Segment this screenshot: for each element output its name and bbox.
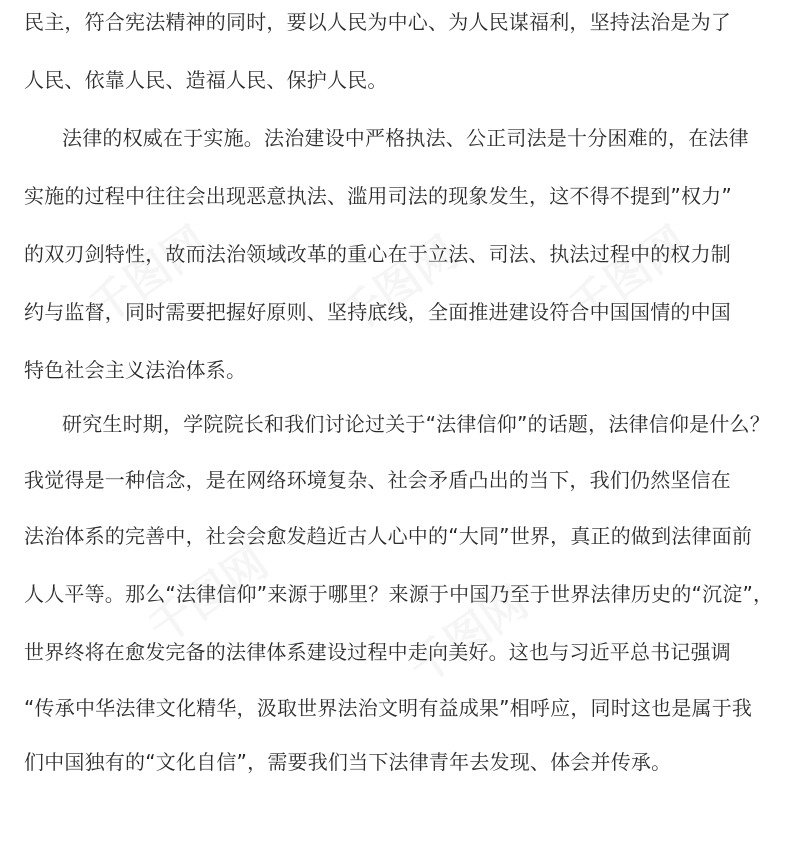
text-line: 世界终将在愈发完备的法律体系建设过程中走向美好。这也与习近平总书记强调 (24, 640, 731, 664)
text-line: “传承中华法律文化精华，汲取世界法治文明有益成果”相呼应，同时这也是属于我 (24, 696, 753, 720)
text-line: 人人平等。那么“法律信仰”来源于哪里？来源于中国乃至于世界法律历史的“沉淀”， (24, 582, 774, 606)
text-line: 实施的过程中往往会出现恶意执法、滥用司法的现象发生，这不得不提到”权力” (24, 184, 732, 208)
watermark: 千图网 (559, 216, 698, 335)
watermark: 千图网 (399, 576, 538, 695)
text-line: 特色社会主义法治体系。 (24, 358, 247, 382)
text-line: 人民、依靠人民、造福人民、保护人民。 (24, 68, 388, 92)
watermark: 千图网 (139, 536, 278, 655)
text-line: 们中国独有的“文化自信”，需要我们当下法律青年去发现、体会并传承。 (24, 750, 672, 774)
text-line: 研究生时期，学院院长和我们讨论过关于“法律信仰”的话题，法律信仰是什么？ (62, 412, 770, 436)
text-line: 法律的权威在于实施。法治建设中严格执法、公正司法是十分困难的，在法律 (62, 126, 749, 150)
text-line: 法治体系的完善中，社会会愈发趋近古人心中的“大同”世界，真正的做到法律面前 (24, 524, 753, 548)
text-line: 的双刃剑特性，故而法治领域改革的重心在于立法、司法、执法过程中的权力制 (24, 242, 731, 266)
text-line: 约与监督，同时需要把握好原则、坚持底线，全面推进建设符合中国国情的中国 (24, 300, 731, 324)
watermark: 千图网 (79, 216, 218, 335)
text-line: 我觉得是一种信念，是在网络环境复杂、社会矛盾凸出的当下，我们仍然坚信在 (24, 468, 731, 492)
text-line: 民主，符合宪法精神的同时，要以人民为中心、为人民谋福利，坚持法治是为了 (24, 10, 731, 34)
watermark: 千图网 (329, 226, 468, 345)
